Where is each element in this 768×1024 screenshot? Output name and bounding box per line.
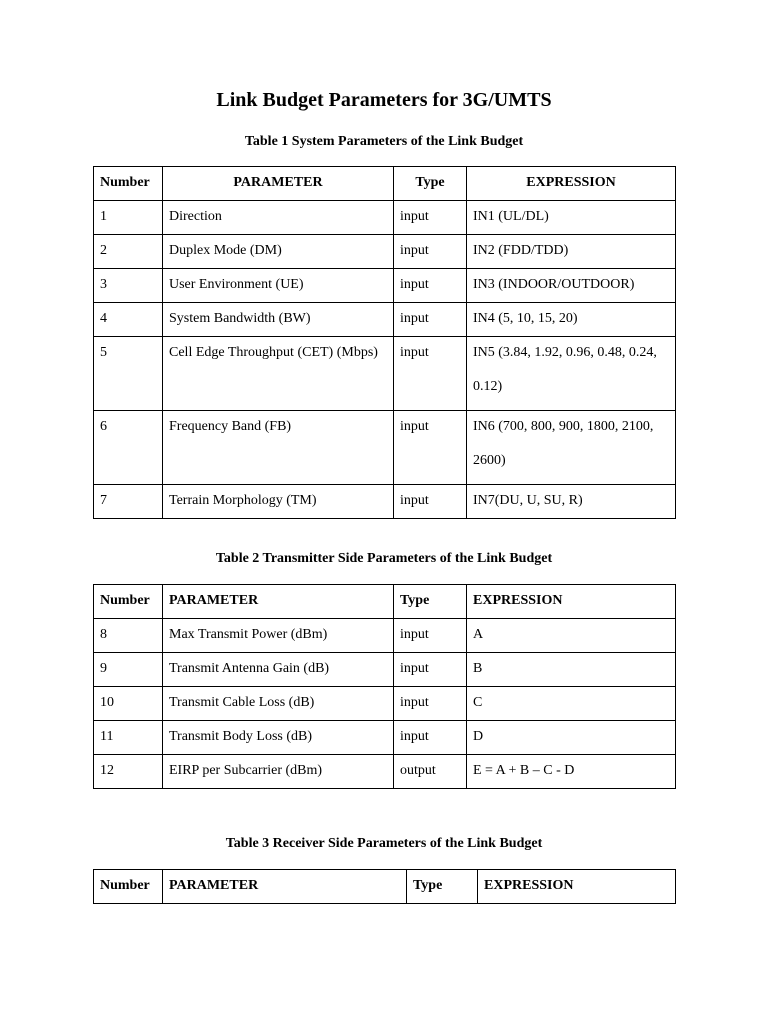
cell-expression: IN3 (INDOOR/OUTDOOR) — [467, 269, 676, 303]
transmitter-parameters-table — [93, 584, 676, 789]
header-number: Number — [94, 870, 163, 904]
cell-parameter: EIRP per Subcarrier (dBm) — [163, 755, 394, 789]
cell-expression: A — [467, 619, 676, 653]
table-header-row — [94, 167, 676, 201]
table-row — [94, 619, 676, 653]
cell-expression: IN7(DU, U, SU, R) — [467, 485, 676, 519]
cell-type: input — [394, 337, 467, 411]
table-header-row — [94, 585, 676, 619]
cell-parameter: System Bandwidth (BW) — [163, 303, 394, 337]
table-row — [94, 337, 676, 411]
cell-number: 11 — [94, 721, 163, 755]
cell-parameter: Frequency Band (FB) — [163, 411, 394, 485]
table-row — [94, 201, 676, 235]
table-header-row — [94, 870, 676, 904]
cell-type: input — [394, 235, 467, 269]
cell-number: 3 — [94, 269, 163, 303]
cell-parameter: Duplex Mode (DM) — [163, 235, 394, 269]
cell-number: 4 — [94, 303, 163, 337]
cell-parameter-text: Cell Edge Throughput (CET) (Mbps) — [169, 345, 378, 360]
header-parameter: PARAMETER — [163, 167, 394, 201]
cell-type: input — [394, 619, 467, 653]
cell-parameter: Terrain Morphology (TM) — [163, 485, 394, 519]
system-parameters-table — [93, 166, 676, 519]
cell-type: input — [394, 485, 467, 519]
table-row — [94, 235, 676, 269]
header-expression: EXPRESSION — [467, 167, 676, 201]
table2-caption: Table 2 Transmitter Side Parameters of the Link Budget — [215, 551, 553, 566]
header-parameter: PARAMETER — [163, 585, 394, 619]
table-row — [94, 755, 676, 789]
cell-expression-text: IN5 (3.84, 1.92, 0.96, 0.48, 0.24, 0.12) — [473, 345, 657, 394]
cell-number: 12 — [94, 755, 163, 789]
header-type: Type — [394, 585, 467, 619]
cell-expression — [467, 337, 676, 411]
cell-number: 5 — [94, 337, 163, 411]
cell-expression: IN1 (UL/DL) — [467, 201, 676, 235]
cell-expression: IN4 (5, 10, 15, 20) — [467, 303, 676, 337]
cell-expression: B — [467, 653, 676, 687]
table-row — [94, 303, 676, 337]
cell-parameter: Max Transmit Power (dBm) — [163, 619, 394, 653]
table-row — [94, 485, 676, 519]
cell-expression: IN2 (FDD/TDD) — [467, 235, 676, 269]
cell-number: 10 — [94, 687, 163, 721]
cell-number: 7 — [94, 485, 163, 519]
cell-number: 8 — [94, 619, 163, 653]
cell-parameter: Direction — [163, 201, 394, 235]
cell-expression-text: IN6 (700, 800, 900, 1800, 2100, 2600) — [473, 419, 654, 468]
cell-expression: D — [467, 721, 676, 755]
table-row — [94, 687, 676, 721]
receiver-parameters-table — [93, 869, 676, 904]
table-row — [94, 411, 676, 485]
cell-number: 9 — [94, 653, 163, 687]
cell-parameter: Transmit Cable Loss (dB) — [163, 687, 394, 721]
cell-parameter: User Environment (UE) — [163, 269, 394, 303]
cell-number: 6 — [94, 411, 163, 485]
header-expression: EXPRESSION — [478, 870, 676, 904]
cell-type: input — [394, 411, 467, 485]
cell-type: input — [394, 687, 467, 721]
cell-parameter: Transmit Body Loss (dB) — [163, 721, 394, 755]
header-number: Number — [94, 585, 163, 619]
cell-expression — [467, 411, 676, 485]
cell-expression: C — [467, 687, 676, 721]
cell-type: input — [394, 721, 467, 755]
cell-type: output — [394, 755, 467, 789]
header-type: Type — [394, 167, 467, 201]
cell-expression: E = A + B – C - D — [467, 755, 676, 789]
cell-type: input — [394, 269, 467, 303]
header-parameter: PARAMETER — [163, 870, 407, 904]
document-title: Link Budget Parameters for 3G/UMTS — [216, 89, 552, 111]
cell-parameter — [163, 337, 394, 411]
table-row — [94, 269, 676, 303]
table-row — [94, 653, 676, 687]
header-expression: EXPRESSION — [467, 585, 676, 619]
cell-type: input — [394, 653, 467, 687]
table1-caption: Table 1 System Parameters of the Link Budget — [244, 134, 524, 149]
table3-caption: Table 3 Receiver Side Parameters of the Link Budget — [225, 836, 543, 851]
cell-type: input — [394, 303, 467, 337]
table-row — [94, 721, 676, 755]
header-number: Number — [94, 167, 163, 201]
header-type: Type — [407, 870, 478, 904]
cell-number: 2 — [94, 235, 163, 269]
cell-type: input — [394, 201, 467, 235]
cell-number: 1 — [94, 201, 163, 235]
cell-parameter: Transmit Antenna Gain (dB) — [163, 653, 394, 687]
